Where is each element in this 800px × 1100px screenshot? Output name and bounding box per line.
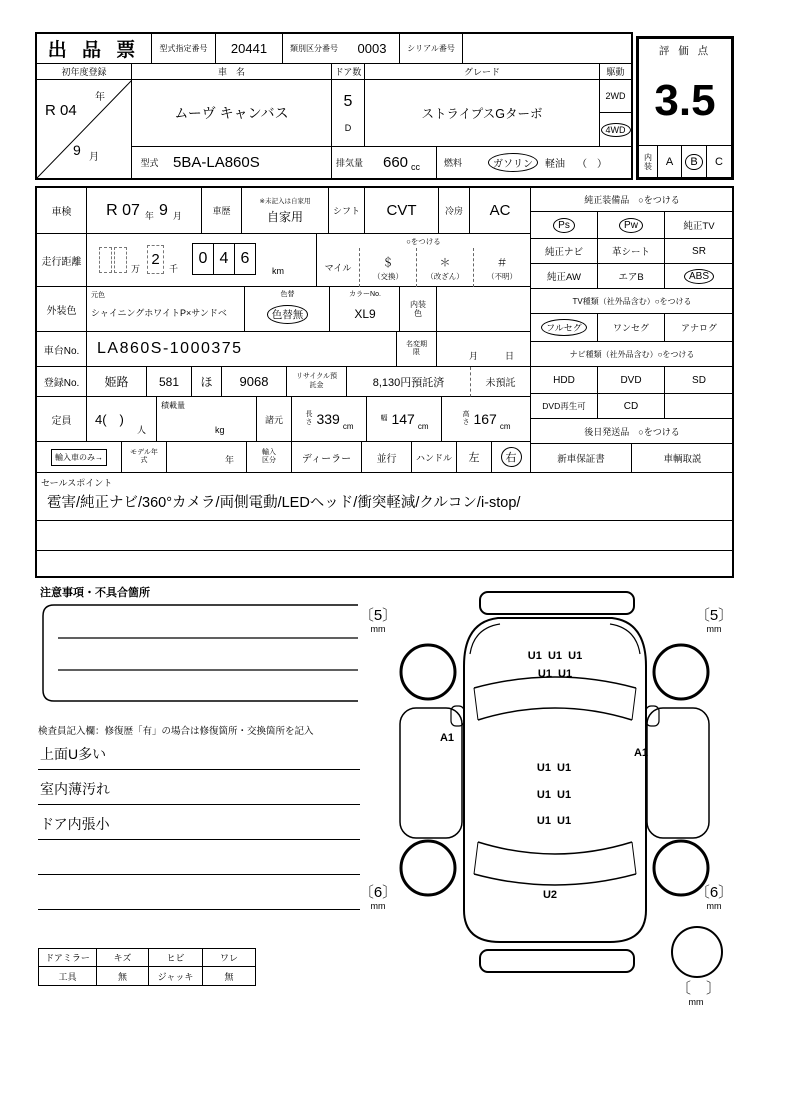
name-change-month-suffix: 月 [469, 351, 479, 361]
recycle-deposit-paid: 8,130円預託済 [347, 367, 470, 397]
tools-cell-scratch: キズ [97, 949, 149, 967]
reg-kana: ほ [192, 367, 222, 397]
height-cell [442, 397, 530, 442]
inspector-line-3: ドア内張小 [38, 814, 360, 840]
color-change-label: 色替 [280, 291, 295, 298]
name-change-date-cell [437, 332, 530, 367]
first-reg-year-suffix: 年 [95, 92, 105, 103]
mileage-thousand-digit: 2 [147, 245, 164, 274]
model-year-cell [167, 442, 247, 472]
history-cell [242, 188, 329, 234]
tire-depth-front-left [358, 607, 398, 634]
car-name-value: ムーヴ キャンバス [132, 80, 332, 147]
import-type-parallel: 並行 [362, 442, 412, 472]
displacement-value: 660 [382, 154, 409, 171]
equipment-pw-text: Pw [624, 219, 638, 231]
shift-value: CVT [365, 188, 439, 234]
tire-depth-front-left-unit: mm [370, 624, 386, 634]
interior-grade-b [681, 146, 706, 178]
interior-grade-a: A [657, 146, 681, 178]
mileage-label: 走行距離 [37, 234, 87, 287]
interior-grade-label-text: 内装 [644, 152, 652, 171]
import-type-dealer: ディーラー [292, 442, 362, 472]
base-color-value: シャイニングホワイトP×サンドベ [91, 308, 227, 318]
color-change-value-text: 色替無 [271, 308, 304, 321]
tire-depth-front-right [694, 607, 734, 634]
base-color-cell [87, 287, 245, 332]
handle-right [492, 442, 530, 472]
damage-mark-hood-row2: U1 U1 [537, 668, 573, 680]
color-change-cell [245, 287, 330, 332]
class-code-label: 類別区分番号 [283, 34, 345, 64]
recycle-deposit-unpaid: 未預託 [470, 367, 530, 397]
inspector-line-2: 室内薄汚れ [38, 779, 360, 805]
interior-grade-row [639, 145, 731, 177]
tire-depth-front-right-unit: mm [706, 624, 722, 634]
mileage-unit: km [272, 266, 284, 276]
serial-label: シリアル番号 [400, 34, 462, 64]
shaken-value [87, 188, 202, 234]
tire-depth-spare [676, 980, 722, 1007]
tools-cell-none-2: 無 [224, 971, 234, 982]
caution-label: 注意事項・不具合箇所 [40, 587, 150, 599]
tire-depth-rear-left-value: 〔6〕 [358, 884, 398, 901]
tire-depth-rear-left-unit: mm [370, 901, 386, 911]
height-unit: cm [499, 421, 511, 431]
equipment-tv: 純正TV [665, 212, 733, 239]
first-reg-header: 初年度登録 [37, 64, 132, 80]
flag-exchange-label: （交換） [373, 271, 403, 281]
width-cell [367, 397, 442, 442]
interior-color-label-text: 内装色 [410, 299, 426, 318]
score-value: 3.5 [654, 76, 716, 125]
grade-header: グレード [365, 64, 600, 80]
capacity-cell [87, 397, 157, 442]
capacity-value: 4( ) [95, 412, 124, 427]
import-only-label-text: 輸入車のみ→ [51, 449, 107, 466]
tools-cell-jack: ジャッキ [149, 967, 203, 985]
fuel-label: 燃料 [443, 158, 462, 168]
fuel-gasoline: ガソリン [493, 155, 533, 170]
tools-cell-door-mirror: ドアミラー [39, 949, 97, 967]
equipment-airbag: エアB [598, 264, 665, 289]
cooling-value: AC [470, 188, 530, 234]
chassis-no-label: 車台No. [37, 332, 87, 367]
warranty-cell: 新車保証書 [531, 444, 632, 472]
interior-grade-label [639, 146, 657, 178]
tv-fullseg [531, 314, 598, 342]
tire-depth-spare-value: 〔 〕 [676, 980, 722, 997]
sales-point-line [37, 550, 732, 551]
tools-cell-crack: ヒビ [149, 949, 203, 967]
class-code-value: 0003 [345, 34, 400, 64]
equipment-leather-seat: 革シート [598, 239, 665, 264]
score-box [636, 36, 734, 180]
shaken-label: 車検 [37, 188, 87, 234]
load-unit: kg [215, 425, 225, 435]
car-top-view-diagram [362, 582, 747, 1020]
equipment-pw [598, 212, 665, 239]
doors-value: 5 [343, 92, 353, 110]
model-value: 5BA-LA860S [167, 147, 332, 178]
mileage-flag-unknown [473, 248, 530, 287]
interior-color-value [437, 287, 530, 332]
equipment-abs [665, 264, 733, 289]
interior-grade-b-text: B [690, 156, 698, 168]
tv-analog: アナログ [665, 314, 733, 342]
damage-mark-roof-row3: U1 U1 [536, 815, 572, 827]
first-reg-era: R 04 [45, 102, 77, 119]
load-cell [157, 397, 257, 442]
name-change-day-suffix: 日 [505, 351, 515, 361]
form-title [37, 34, 152, 64]
navi-sd: SD [665, 367, 733, 394]
tools-table [38, 948, 256, 986]
model-label: 型式 [140, 158, 159, 168]
car-name-header: 車 名 [132, 64, 332, 80]
damage-mark-right-door: A1 [633, 747, 649, 759]
equipment-column [530, 188, 732, 472]
dimensions-label: 諸元 [257, 397, 292, 442]
reg-region: 姫路 [87, 367, 147, 397]
circle-instruction: ○をつける [406, 236, 441, 246]
flag-unknown-label: （不明） [487, 271, 517, 281]
navi-dvd-play: DVD再生可 [531, 394, 598, 419]
later-shipping-note: 後日発送品 ○をつける [531, 419, 733, 444]
mileage-sen-suffix: 千 [169, 264, 179, 274]
interior-color-label [400, 287, 437, 332]
name-change-label [397, 332, 437, 367]
mileage-digits-cell [87, 234, 317, 287]
history-value: 自家用 [266, 210, 303, 224]
base-color-label: 元色 [91, 292, 105, 299]
shaken-month: 9 [158, 201, 168, 219]
equipment-alloy-wheels: 純正AW [531, 264, 598, 289]
mileage-man-suffix: 万 [131, 264, 141, 274]
displacement-unit: cc [411, 161, 421, 172]
capacity-label: 定員 [37, 397, 87, 442]
import-type-label [247, 442, 292, 472]
displacement-label: 排気量 [335, 158, 363, 168]
handle-label: ハンドル [412, 442, 457, 472]
tire-depth-rear-left [358, 884, 398, 911]
equipment-sunroof: SR [665, 239, 733, 264]
reg-class-no: 581 [147, 367, 192, 397]
tire-depth-front-left-value: 〔5〕 [358, 607, 398, 624]
navi-hdd: HDD [531, 367, 598, 394]
fuel-diesel: 軽油 [545, 159, 565, 170]
shaken-era: R 07 [106, 201, 140, 219]
navi-empty-cell [665, 394, 733, 419]
shift-label: シフト [329, 188, 365, 234]
displacement-cell [367, 147, 437, 178]
shaken-year-suffix: 年 [144, 211, 154, 221]
first-reg-diagonal-line [37, 80, 132, 178]
tv-fullseg-text: フルセグ [546, 323, 582, 333]
score-label: 評 価 点 [658, 44, 712, 57]
equipment-abs-text: ABS [688, 270, 709, 282]
drive-2wd: 2WD [600, 80, 631, 113]
tools-cell-none-1: 無 [97, 967, 149, 985]
exterior-color-label: 外装色 [37, 287, 87, 332]
tire-depth-rear-right-unit: mm [706, 901, 722, 911]
import-only-label [37, 442, 122, 472]
damage-mark-rear: U2 [542, 889, 558, 901]
equipment-ps-text: Ps [558, 219, 570, 231]
drive-4wd [600, 113, 631, 147]
equipment-navi: 純正ナビ [531, 239, 598, 264]
form-title-text: 出 品 票 [47, 40, 141, 61]
recycle-deposit-label-text: リサイクル預託金 [295, 373, 338, 389]
width-unit: cm [417, 421, 429, 431]
sales-point-label: セールスポイント [41, 478, 113, 488]
height-label: 高さ [462, 410, 470, 426]
flag-exchange-symbol: ＄ [382, 256, 394, 269]
mileage-empty-box [99, 247, 112, 273]
inspector-note-label: 検査員記入欄：修復歴「有」の場合は修復箇所・交換箇所を記入 [38, 726, 314, 737]
fuel-paren: （ ） [577, 159, 607, 170]
mileage-flag-tampered [416, 248, 473, 287]
caution-bracket [36, 600, 362, 706]
flag-tampered-symbol: ＊ [439, 256, 451, 269]
width-label: 幅 [380, 414, 388, 422]
tire-depth-rear-right-value: 〔6〕 [694, 884, 734, 901]
width-value: 147 [391, 411, 415, 427]
equipment-header: 純正装備品 ○をつける [531, 188, 733, 212]
tire-depth-front-right-value: 〔5〕 [694, 607, 734, 624]
flag-tampered-label: （改ざん） [426, 271, 464, 281]
damage-mark-left-door: A1 [439, 732, 455, 744]
doors-header: ドア数 [332, 64, 365, 80]
first-reg-month-suffix: 月 [89, 152, 99, 163]
tire-depth-rear-right [694, 884, 734, 911]
history-note: ※未記入は自家用 [259, 198, 311, 205]
grade-value: ストライプスGターボ [365, 80, 600, 147]
tools-cell-broken: ワレ [203, 949, 255, 967]
damage-mark-roof-row2: U1 U1 [536, 789, 572, 801]
mileage-digit-2: 4 [213, 243, 235, 275]
handle-right-text: 右 [506, 449, 517, 465]
mileage-flag-exchange [359, 248, 416, 287]
manual-cell: 車輌取説 [663, 454, 702, 465]
flag-unknown-symbol: ＃ [496, 256, 508, 269]
sales-point-section [37, 472, 732, 576]
import-type-label-text: 輸入区分 [262, 448, 276, 464]
sales-point-text: 雹害/純正ナビ/360°カメラ/両側電動/LEDヘッド/衝突軽減/クルコン/i-stop/ [47, 495, 521, 511]
sales-point-line [37, 520, 732, 521]
damage-mark-hood-row1: U1 U1 U1 [527, 650, 583, 662]
model-year-suffix: 年 [224, 455, 234, 465]
chassis-no-value: LA860S-1000375 [87, 332, 397, 367]
capacity-unit: 人 [137, 425, 147, 435]
interior-grade-c: C [706, 146, 731, 178]
history-label: 車歴 [202, 188, 242, 234]
equipment-ps [531, 212, 598, 239]
main-table-block [35, 186, 734, 578]
doors-cell [332, 80, 365, 147]
color-no-cell [330, 287, 400, 332]
first-reg-cell [37, 80, 132, 178]
load-label: 積載量 [161, 401, 185, 410]
recycle-deposit-label [287, 367, 347, 397]
reg-no-label: 登録No. [37, 367, 87, 397]
drive-header: 駆動 [600, 64, 631, 80]
tv-type-header: TV種類（社外品含む）○をつける [531, 289, 733, 314]
handle-left: 左 [457, 442, 492, 472]
doors-unit: D [344, 123, 352, 134]
length-unit: cm [342, 421, 354, 431]
damage-mark-roof-row1: U1 U1 [536, 762, 572, 774]
model-year-label-text: モデル年式 [130, 448, 158, 464]
tire-depth-spare-unit: mm [688, 997, 704, 1007]
mileage-digit-1: 0 [192, 243, 214, 275]
navi-dvd: DVD [598, 367, 665, 394]
model-code-label: 型式指定番号 [152, 34, 215, 64]
mileage-digit-3: 6 [234, 243, 256, 275]
color-change-value [245, 301, 330, 327]
length-label: 長さ [305, 410, 313, 426]
inspector-line-1: 上面U多い [38, 744, 360, 770]
tv-oneseg: ワンセグ [598, 314, 665, 342]
model-code-value: 20441 [215, 34, 283, 64]
fuel-cell [469, 147, 631, 178]
height-value: 167 [473, 411, 497, 427]
serial-value [462, 34, 631, 64]
model-year-label [122, 442, 167, 472]
first-reg-month: 9 [73, 142, 81, 158]
color-no-value: XL9 [354, 307, 376, 321]
navi-cd: CD [598, 394, 665, 419]
name-change-label-text: 名変期限 [406, 340, 427, 356]
color-no-label: カラーNo. [349, 291, 381, 298]
mileage-flag-area [317, 234, 530, 287]
inspector-line-4 [38, 849, 360, 875]
vehicle-info-block [35, 32, 633, 180]
shaken-month-suffix: 月 [172, 211, 182, 221]
drive-4wd-text: 4WD [605, 124, 626, 135]
reg-number: 9068 [222, 367, 287, 397]
length-value: 339 [316, 411, 340, 427]
tools-cell-tools: 工具 [39, 967, 97, 985]
cooling-label: 冷房 [439, 188, 470, 234]
navi-type-header: ナビ種類（社外品含む）○をつける [531, 342, 733, 367]
inspector-line-5 [38, 884, 360, 910]
mileage-empty-box [114, 247, 127, 273]
length-cell [292, 397, 367, 442]
mile-label: マイル [324, 263, 352, 273]
